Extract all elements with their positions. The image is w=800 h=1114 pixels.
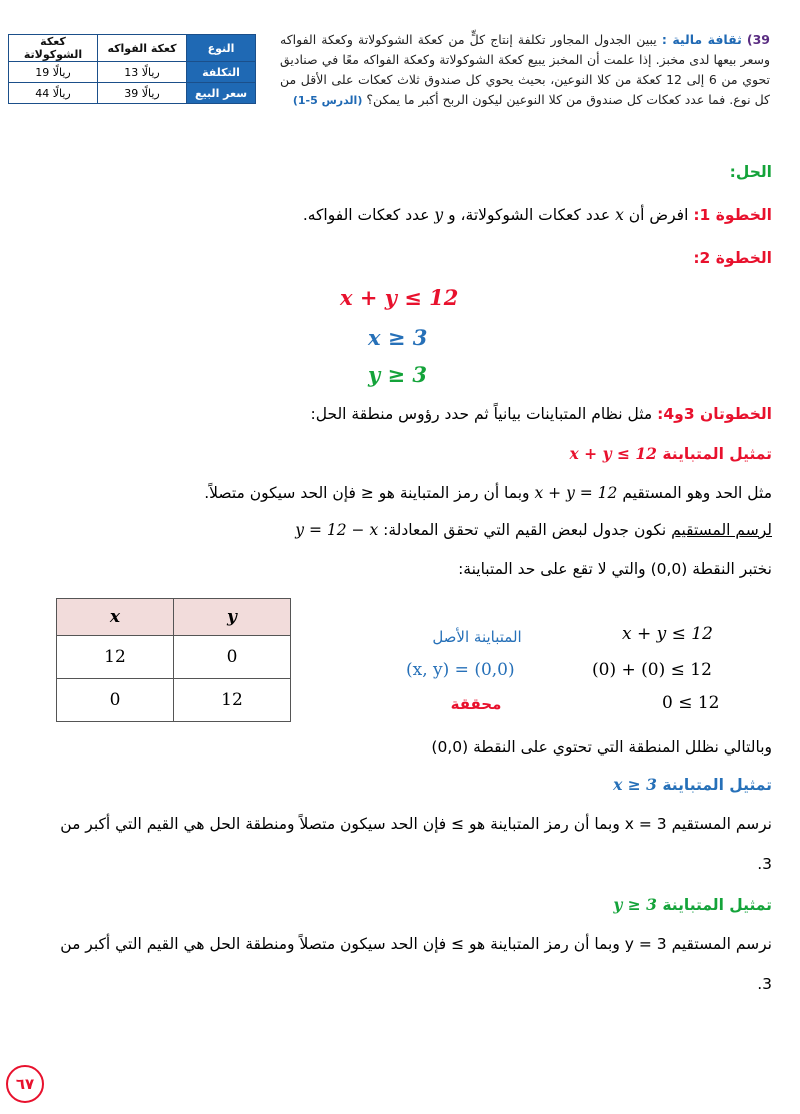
step34-text: مثل نظام المتباينات بيانياً ثم حدد رؤوس منطقة الحل: [310, 405, 653, 423]
var-y: y [434, 206, 444, 224]
graph1-title [20, 442, 772, 466]
problem-statement [280, 30, 770, 111]
graph3-title-text: تمثيل المتباينة [662, 896, 772, 914]
graph3-title [20, 893, 772, 917]
row-header-type: النوع [187, 35, 256, 62]
graph1-line2-b: نكون جدول لبعض القيم التي تحقق المعادلة: [383, 521, 667, 539]
xy-cell: 12 [57, 636, 174, 679]
problem-tag: ثقافة مالية : [661, 32, 742, 47]
test-eq-2 [592, 660, 712, 680]
inequality-1: x + y ≤ 12 [340, 285, 459, 310]
test-label-2: (x, y) = (0,0) [406, 660, 515, 680]
step1-text-b: عدد كعكات الشوكولاتة، و [448, 206, 611, 224]
cost-fruit: 13 ريالًا [98, 62, 187, 83]
graph1-line1-a: مثل الحد وهو المستقيم [622, 484, 772, 502]
graph2-end: .3 [757, 855, 772, 873]
col-chocolate: كعكة الشوكولاتة [9, 35, 98, 62]
xy-header-x: x [57, 599, 174, 636]
graph1-line1 [20, 481, 772, 505]
row-header-cost: التكلفة [187, 62, 256, 83]
graph3-text: نرسم المستقيم y = 3 وبما أن رمز المتباينة هو ≥ فإن الحد سيكون متصلاً ومنطقة الحل هي القيم التي أكبر من [60, 935, 772, 953]
graph1-line3: نختبر النقطة (0,0) والتي لا تقع على حد المتباينة: [458, 560, 772, 578]
step34 [20, 402, 772, 426]
test-eq-2-text: (0) + (0) ≤ 12 [592, 660, 712, 680]
inequality-3: y ≥ 3 [368, 362, 428, 387]
var-x: x [615, 206, 624, 224]
xy-header-y: y [174, 599, 291, 636]
graph3-end: .3 [757, 975, 772, 993]
cost-chocolate: 19 ريالًا [9, 62, 98, 83]
lesson-ref: (الدرس 5-1) [292, 94, 363, 107]
page-number: ٦٧ [6, 1065, 44, 1103]
problem-number: 39) [746, 32, 770, 47]
test-label-3: محققة [450, 695, 502, 713]
graph1-title-text: تمثيل المتباينة [662, 445, 772, 463]
test-eq-3: 0 ≤ 12 [662, 693, 720, 713]
test-eq-1: x + y ≤ 12 [622, 624, 713, 644]
step34-label: الخطوتان 3و4: [657, 405, 772, 423]
col-fruit: كعكة الفواكه [98, 35, 187, 62]
graph1-line2-eq: y = 12 − x [295, 521, 379, 539]
xy-cell: 12 [174, 679, 291, 722]
step1-text-a: افرض أن [628, 206, 689, 224]
test-label-1: المتباينة الأصل [432, 628, 522, 646]
graph1-line2 [20, 518, 772, 542]
graph3-ineq: y ≥ 3 [613, 895, 657, 914]
shade-text: وبالتالي نظلل المنطقة التي تحتوي على النقطة (0,0) [431, 738, 772, 756]
inequality-2: x ≥ 3 [368, 325, 428, 350]
step1 [20, 203, 772, 227]
solution-label: الحل: [729, 163, 772, 181]
price-chocolate: 44 ريالًا [9, 83, 98, 104]
graph2-text: نرسم المستقيم x = 3 وبما أن رمز المتباينة هو ≥ فإن الحد سيكون متصلاً ومنطقة الحل هي القيم التي أكبر من [60, 815, 772, 833]
step1-label: الخطوة 1: [693, 206, 772, 224]
xy-cell: 0 [174, 636, 291, 679]
xy-cell: 0 [57, 679, 174, 722]
price-fruit: 39 ريالًا [98, 83, 187, 104]
graph1-line1-b: وبما أن رمز المتباينة هو ≤ فإن الحد سيكون متصلاً. [204, 484, 530, 502]
step2-label: الخطوة 2: [693, 249, 772, 267]
price-table [8, 34, 256, 104]
graph1-ineq: x + y ≤ 12 [569, 444, 657, 463]
graph2-ineq: x ≥ 3 [613, 775, 657, 794]
xy-table [56, 598, 291, 722]
graph2-title [20, 773, 772, 797]
step1-text-c: عدد كعكات الفواكه. [302, 206, 430, 224]
problem-text: يبين الجدول المجاور تكلفة إنتاج كلٍّ من كعكة الشوكولاتة وكعكة الفواكه وسعر بيعها لدى مخبز. إذا علمت أن المخبز يبيع كعكة الشوكولاتة وكعكة الفواكه معًا في صناديق تحوي من 6 إلى 12 كعكة من كلا النوعين، بحيث يحوي كل صندوق ثلاث كعكات على الأقل من كل نوع. فما عدد كعكات كل صندوق من كلا النوعين ليكون الربح أكبر ما يمكن؟ [280, 32, 771, 107]
graph1-line1-eq: x + y = 12 [534, 484, 618, 502]
row-header-price: سعر البيع [187, 83, 256, 104]
graph2-title-text: تمثيل المتباينة [662, 776, 772, 794]
graph1-line2-a: لرسم المستقيم [671, 521, 772, 539]
